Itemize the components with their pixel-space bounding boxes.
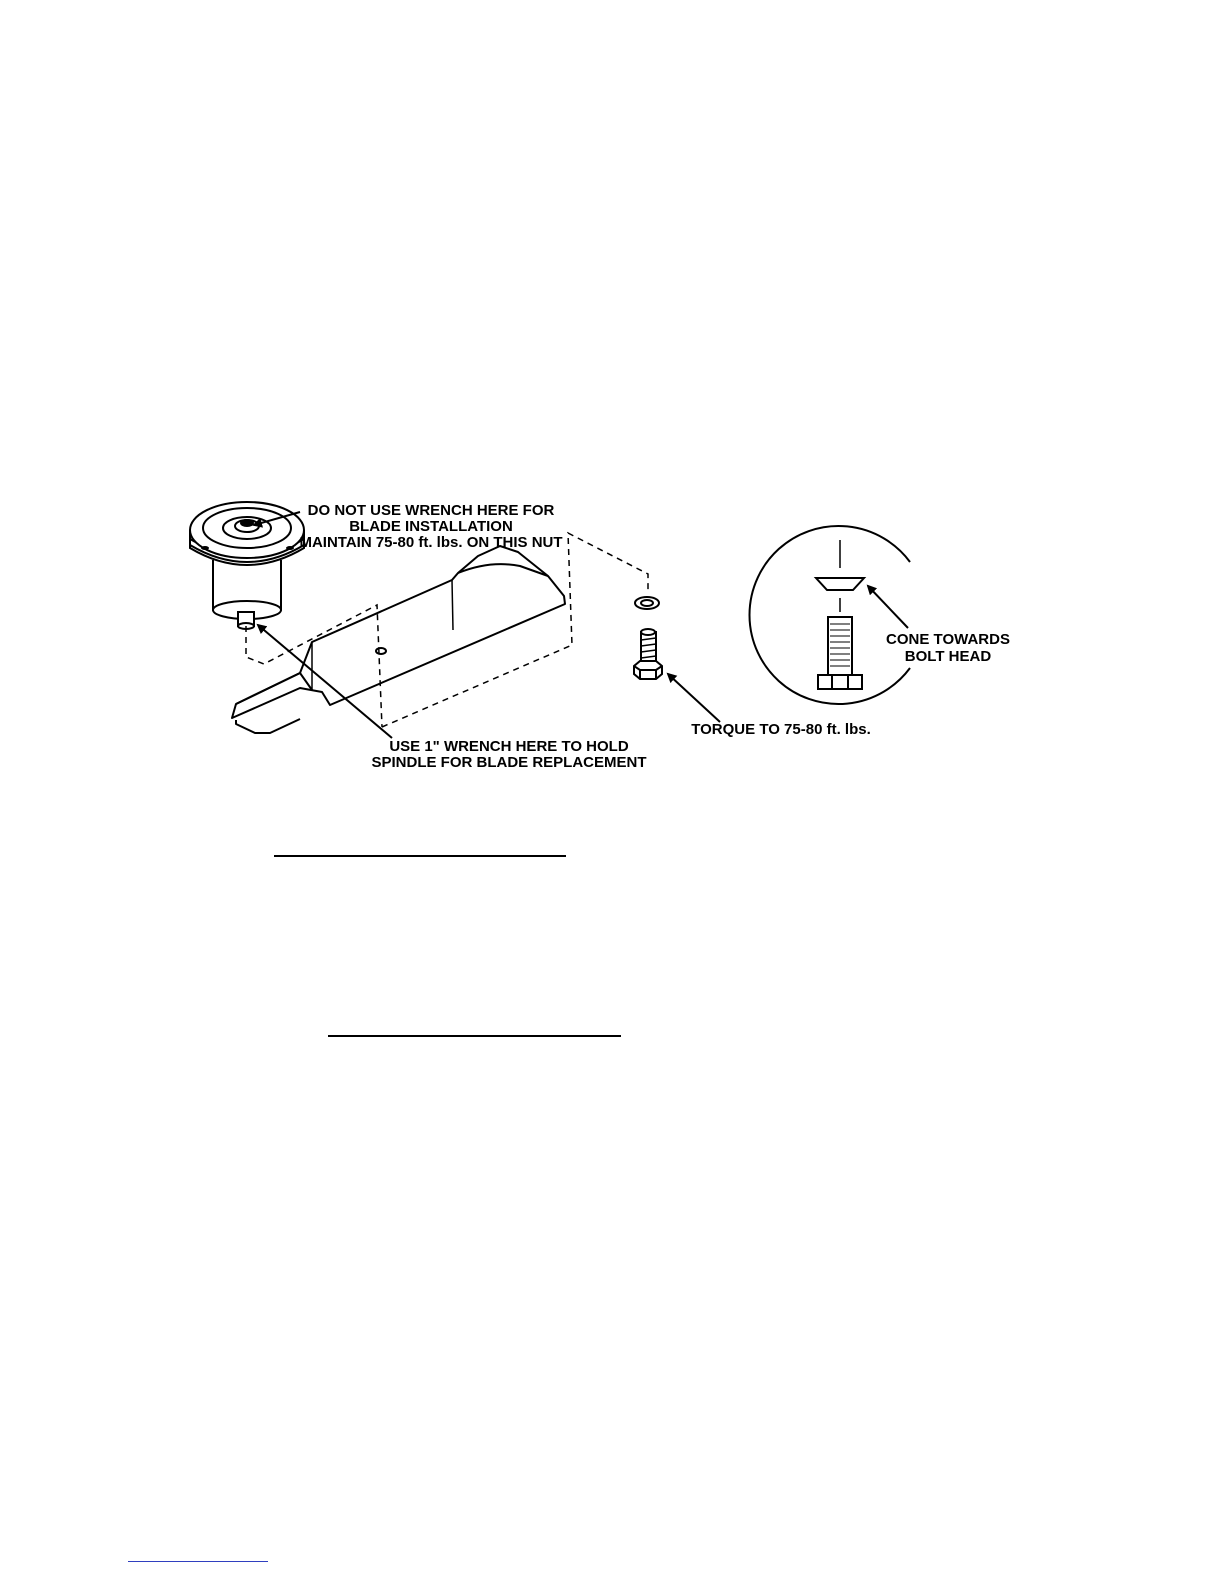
underline-rule-2	[328, 1035, 621, 1037]
nut-callout-line2: BLADE INSTALLATION	[349, 518, 513, 535]
footer-link-rule[interactable]	[128, 1561, 268, 1562]
cone-callout-line1: CONE TOWARDS	[886, 631, 1010, 648]
cone-callout-line2: BOLT HEAD	[904, 648, 992, 665]
torque-arrow	[668, 674, 720, 722]
torque-callout: TORQUE TO 75-80 ft. lbs.	[691, 721, 871, 738]
wrench-callout-line2: SPINDLE FOR BLADE REPLACEMENT	[371, 754, 647, 771]
bolt	[634, 629, 662, 679]
spindle-assembly	[190, 502, 304, 629]
cone-arrow	[868, 586, 908, 628]
washer	[635, 597, 659, 609]
nut-callout-line3: MAINTAIN 75-80 ft. lbs. ON THIS NUT	[299, 534, 563, 551]
wrench-callout-line1: USE 1" WRENCH HERE TO HOLD	[389, 738, 629, 755]
underline-rule-1	[274, 855, 566, 857]
detail-view	[750, 526, 916, 704]
nut-callout-line1: DO NOT USE WRENCH HERE FOR	[307, 502, 555, 519]
